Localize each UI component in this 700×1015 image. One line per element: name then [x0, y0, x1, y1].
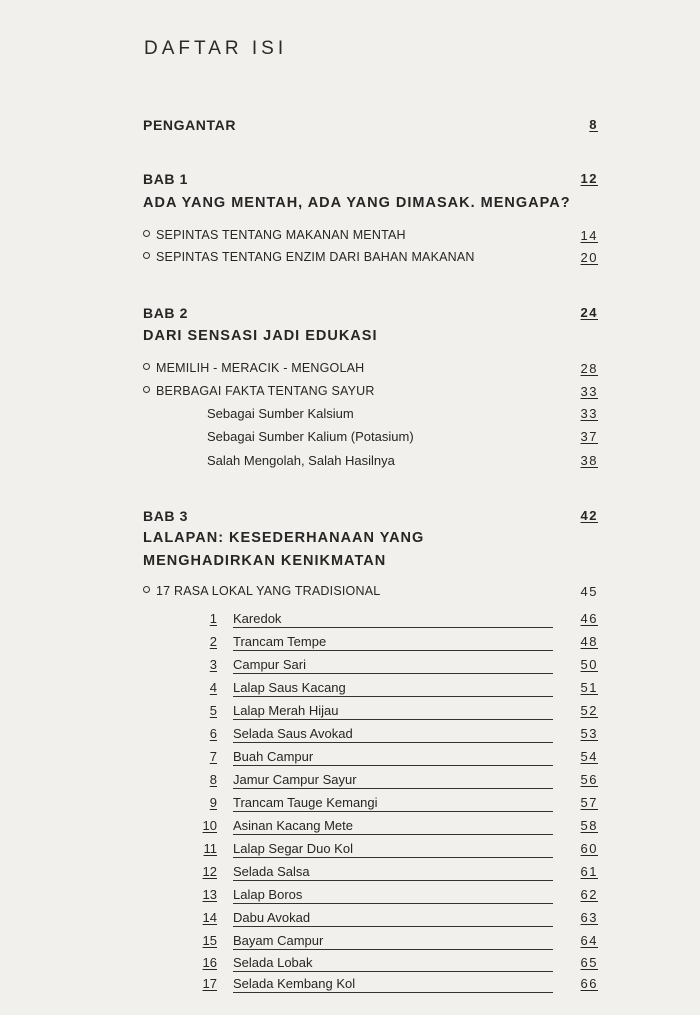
recipe-name: Selada Lobak: [233, 955, 553, 972]
toc-entry-bab1-item2[interactable]: [143, 250, 600, 272]
recipe-name: Lalap Segar Duo Kol: [233, 841, 553, 858]
recipe-number: 6: [209, 726, 217, 741]
recipe-page: 63: [580, 910, 598, 925]
chapter-label: BAB 2: [143, 305, 189, 321]
entry-label: BERBAGAI FAKTA TENTANG SAYUR: [156, 384, 375, 398]
recipe-page: 60: [580, 841, 598, 856]
chapter-title-bab3-line2: [143, 553, 600, 575]
page-title: DAFTAR ISI: [144, 38, 288, 59]
chapter-title-text: MENGHADIRKAN KENIKMATAN: [143, 553, 387, 569]
recipe-number: 11: [203, 841, 217, 856]
recipe-number: 9: [209, 795, 217, 810]
entry-page: 33: [580, 384, 598, 399]
recipe-name: Selada Kembang Kol: [233, 976, 553, 993]
recipe-page: 48: [580, 634, 598, 649]
recipe-entry[interactable]: [195, 841, 600, 861]
recipe-entry[interactable]: [195, 634, 600, 654]
recipe-page: 51: [580, 680, 598, 695]
recipe-name: Trancam Tauge Kemangi: [233, 795, 553, 812]
entry-page: 8: [589, 117, 598, 132]
recipe-number: 4: [209, 680, 217, 695]
recipe-number: 2: [209, 634, 217, 649]
recipe-name: Trancam Tempe: [233, 634, 553, 651]
recipe-entry[interactable]: [195, 726, 600, 746]
recipe-name: Buah Campur: [233, 749, 553, 766]
toc-entry-bab1-item1[interactable]: [143, 228, 600, 250]
recipe-entry[interactable]: [195, 864, 600, 884]
entry-label: 17 RASA LOKAL YANG TRADISIONAL: [156, 584, 381, 598]
recipe-page: 50: [580, 657, 598, 672]
recipe-number: 15: [202, 933, 217, 948]
recipe-number: 12: [202, 864, 217, 879]
recipe-name: Lalap Boros: [233, 887, 553, 904]
recipe-entry[interactable]: [195, 933, 600, 953]
toc-entry-bab2-item1[interactable]: [143, 361, 600, 383]
entry-page: 33: [580, 406, 598, 421]
toc-entry-bab1[interactable]: [143, 171, 600, 193]
chapter-title-text: ADA YANG MENTAH, ADA YANG DIMASAK. MENGAPA?: [143, 195, 571, 211]
bullet-icon: [143, 252, 150, 259]
recipe-entry[interactable]: [195, 955, 600, 975]
toc-entry-bab2-sub2[interactable]: [143, 429, 600, 451]
recipe-name: Dabu Avokad: [233, 910, 553, 927]
recipe-number: 1: [209, 611, 217, 626]
recipe-page: 65: [580, 955, 598, 970]
entry-page: 14: [580, 228, 598, 243]
toc-entry-bab2-sub1[interactable]: [143, 406, 600, 428]
entry-page: 37: [580, 429, 598, 444]
recipe-entry[interactable]: [195, 703, 600, 723]
recipe-entry[interactable]: [195, 910, 600, 930]
chapter-label: BAB 1: [143, 171, 189, 187]
bullet-icon: [143, 586, 150, 593]
recipe-page: 56: [580, 772, 598, 787]
chapter-title-bab1: [143, 195, 600, 217]
bullet-icon: [143, 230, 150, 237]
recipe-page: 66: [580, 976, 598, 991]
recipe-name: Bayam Campur: [233, 933, 553, 950]
entry-page: 24: [580, 305, 598, 320]
toc-entry-bab2-sub3[interactable]: [143, 453, 600, 475]
entry-page: 12: [580, 171, 598, 186]
recipe-name: Asinan Kacang Mete: [233, 818, 553, 835]
recipe-entry[interactable]: [195, 887, 600, 907]
toc-entry-bab2-item2[interactable]: [143, 384, 600, 406]
toc-entry-bab2[interactable]: [143, 305, 600, 327]
bullet-icon: [143, 363, 150, 370]
recipe-page: 46: [580, 611, 598, 626]
recipe-name: Campur Sari: [233, 657, 553, 674]
entry-label: Sebagai Sumber Kalsium: [207, 406, 354, 421]
entry-page: 42: [580, 508, 598, 523]
recipe-number: 17: [202, 976, 217, 991]
recipe-entry[interactable]: [195, 818, 600, 838]
toc-entry-bab3-item1[interactable]: [143, 584, 600, 606]
recipe-page: 52: [580, 703, 598, 718]
chapter-title-bab3-line1: [143, 530, 600, 552]
recipe-entry[interactable]: [195, 657, 600, 677]
recipe-entry[interactable]: [195, 611, 600, 631]
entry-label: PENGANTAR: [143, 117, 237, 133]
chapter-title-text: DARI SENSASI JADI EDUKASI: [143, 328, 378, 344]
recipe-page: 54: [580, 749, 598, 764]
recipe-name: Lalap Saus Kacang: [233, 680, 553, 697]
entry-page: 45: [580, 584, 598, 599]
entry-label: Sebagai Sumber Kalium (Potasium): [207, 429, 414, 444]
recipe-page: 62: [580, 887, 598, 902]
recipe-entry[interactable]: [195, 749, 600, 769]
recipe-number: 7: [209, 749, 217, 764]
entry-page: 28: [580, 361, 598, 376]
recipe-name: Karedok: [233, 611, 553, 628]
entry-page: 20: [580, 250, 598, 265]
recipe-entry[interactable]: [195, 680, 600, 700]
recipe-number: 5: [209, 703, 217, 718]
recipe-entry[interactable]: [195, 772, 600, 792]
recipe-name: Lalap Merah Hijau: [233, 703, 553, 720]
recipe-name: Selada Salsa: [233, 864, 553, 881]
chapter-title-text: LALAPAN: KESEDERHANAAN YANG: [143, 530, 425, 546]
recipe-number: 13: [202, 887, 217, 902]
recipe-name: Jamur Campur Sayur: [233, 772, 553, 789]
entry-label: Salah Mengolah, Salah Hasilnya: [207, 453, 395, 468]
entry-page: 38: [580, 453, 598, 468]
toc-entry-bab3[interactable]: [143, 508, 600, 530]
recipe-entry[interactable]: [195, 795, 600, 815]
recipe-number: 10: [202, 818, 217, 833]
chapter-title-bab2: [143, 328, 600, 350]
bullet-icon: [143, 386, 150, 393]
recipe-number: 3: [209, 657, 217, 672]
recipe-number: 14: [202, 910, 217, 925]
recipe-page: 57: [580, 795, 598, 810]
entry-label: MEMILIH - MERACIK - MENGOLAH: [156, 361, 365, 375]
recipe-page: 61: [580, 864, 598, 879]
recipe-number: 8: [209, 772, 217, 787]
recipe-number: 16: [202, 955, 217, 970]
recipe-page: 58: [580, 818, 598, 833]
recipe-entry[interactable]: [195, 976, 600, 996]
recipe-name: Selada Saus Avokad: [233, 726, 553, 743]
entry-label: SEPINTAS TENTANG ENZIM DARI BAHAN MAKANAN: [156, 250, 475, 264]
toc-entry-pengantar[interactable]: [143, 117, 600, 139]
recipe-page: 64: [580, 933, 598, 948]
recipe-page: 53: [580, 726, 598, 741]
entry-label: SEPINTAS TENTANG MAKANAN MENTAH: [156, 228, 406, 242]
chapter-label: BAB 3: [143, 508, 189, 524]
